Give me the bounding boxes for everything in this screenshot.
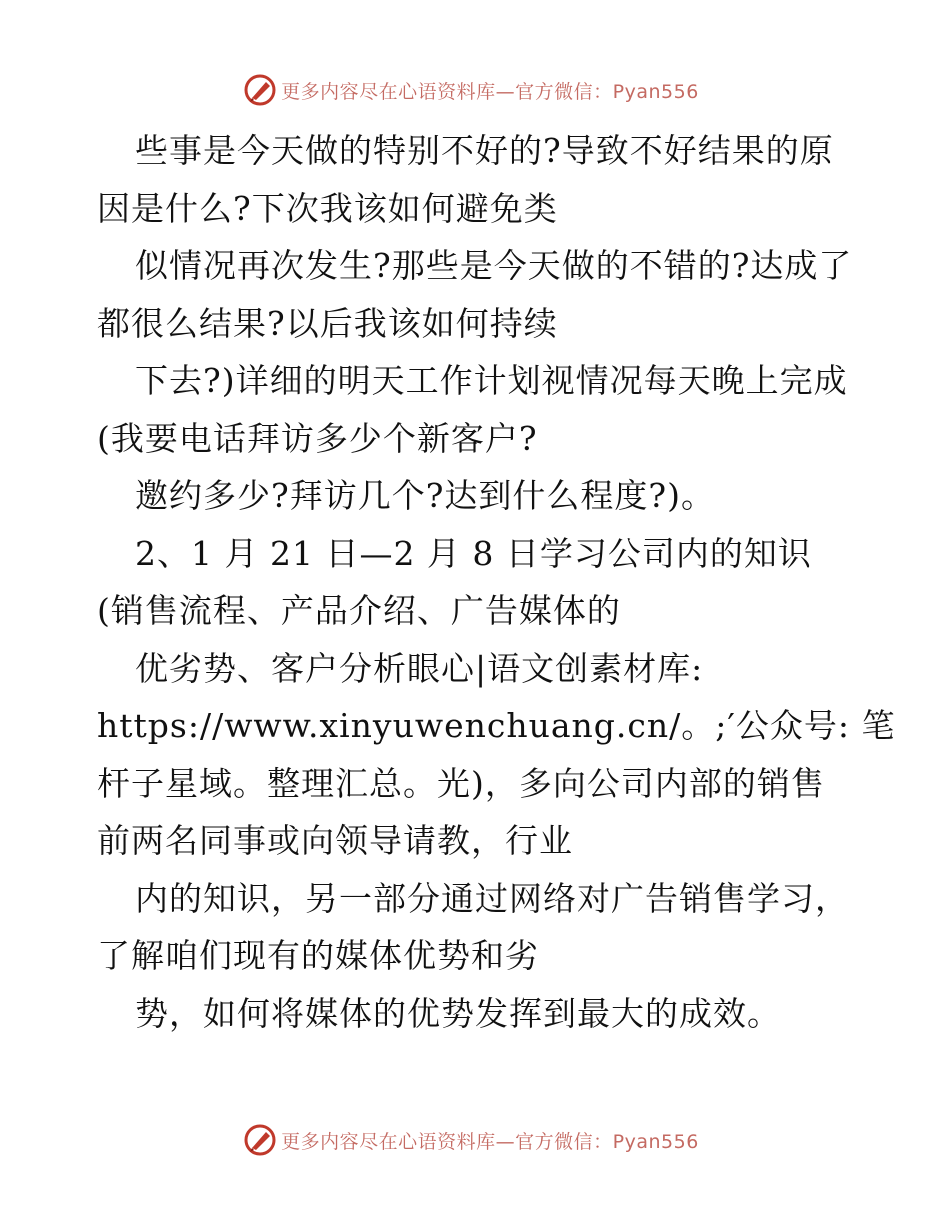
header-watermark [0, 70, 950, 110]
text-line: 下去?)详细的明天工作计划视情况每天晚上完成 [135, 361, 848, 400]
text-line: 优劣势、客户分析眼心|语文创素材库: [135, 648, 704, 688]
text-line: 前两名同事或向领导请教，行业 [97, 821, 573, 860]
text-line: 邀约多少?拜访几个?达到什么程度?)。 [135, 476, 715, 515]
text-line: 杆子星域。整理汇总。光)，多向公司内部的销售 [97, 763, 825, 803]
text-line: 了解咱们现有的媒体优势和劣 [97, 936, 539, 975]
watermark-text: 更多内容尽在心语资料库—官方微信：Pyan556 [281, 80, 699, 103]
text-line: 都很么结果?以后我该如何持续 [97, 303, 558, 343]
footer-watermark [0, 1120, 950, 1160]
pen-logo-icon [243, 1123, 277, 1157]
watermark-text: 更多内容尽在心语资料库—官方微信：Pyan556 [281, 1130, 699, 1153]
text-line: 2、1 月 21 日—2 月 8 日学习公司内的知识 [135, 533, 812, 573]
text-line: (我要电话拜访多少个新客户? [97, 418, 538, 458]
text-line: 势，如何将媒体的优势发挥到最大的成效。 [135, 993, 781, 1033]
pen-logo-icon [243, 73, 277, 107]
text-line: 似情况再次发生?那些是今天做的不错的?达成了 [135, 246, 853, 285]
text-line: 些事是今天做的特别不好的?导致不好结果的原 [135, 131, 834, 170]
document-body [97, 122, 896, 1042]
text-line: 内的知识，另一部分通过网络对广告销售学习， [135, 878, 849, 918]
text-line: https://www.xinyuwenchuang.cn/。;′公众号: 笔 [97, 706, 896, 745]
text-line: (销售流程、产品介绍、广告媒体的 [97, 591, 621, 630]
text-line: 因是什么?下次我该如何避免类 [97, 188, 558, 228]
